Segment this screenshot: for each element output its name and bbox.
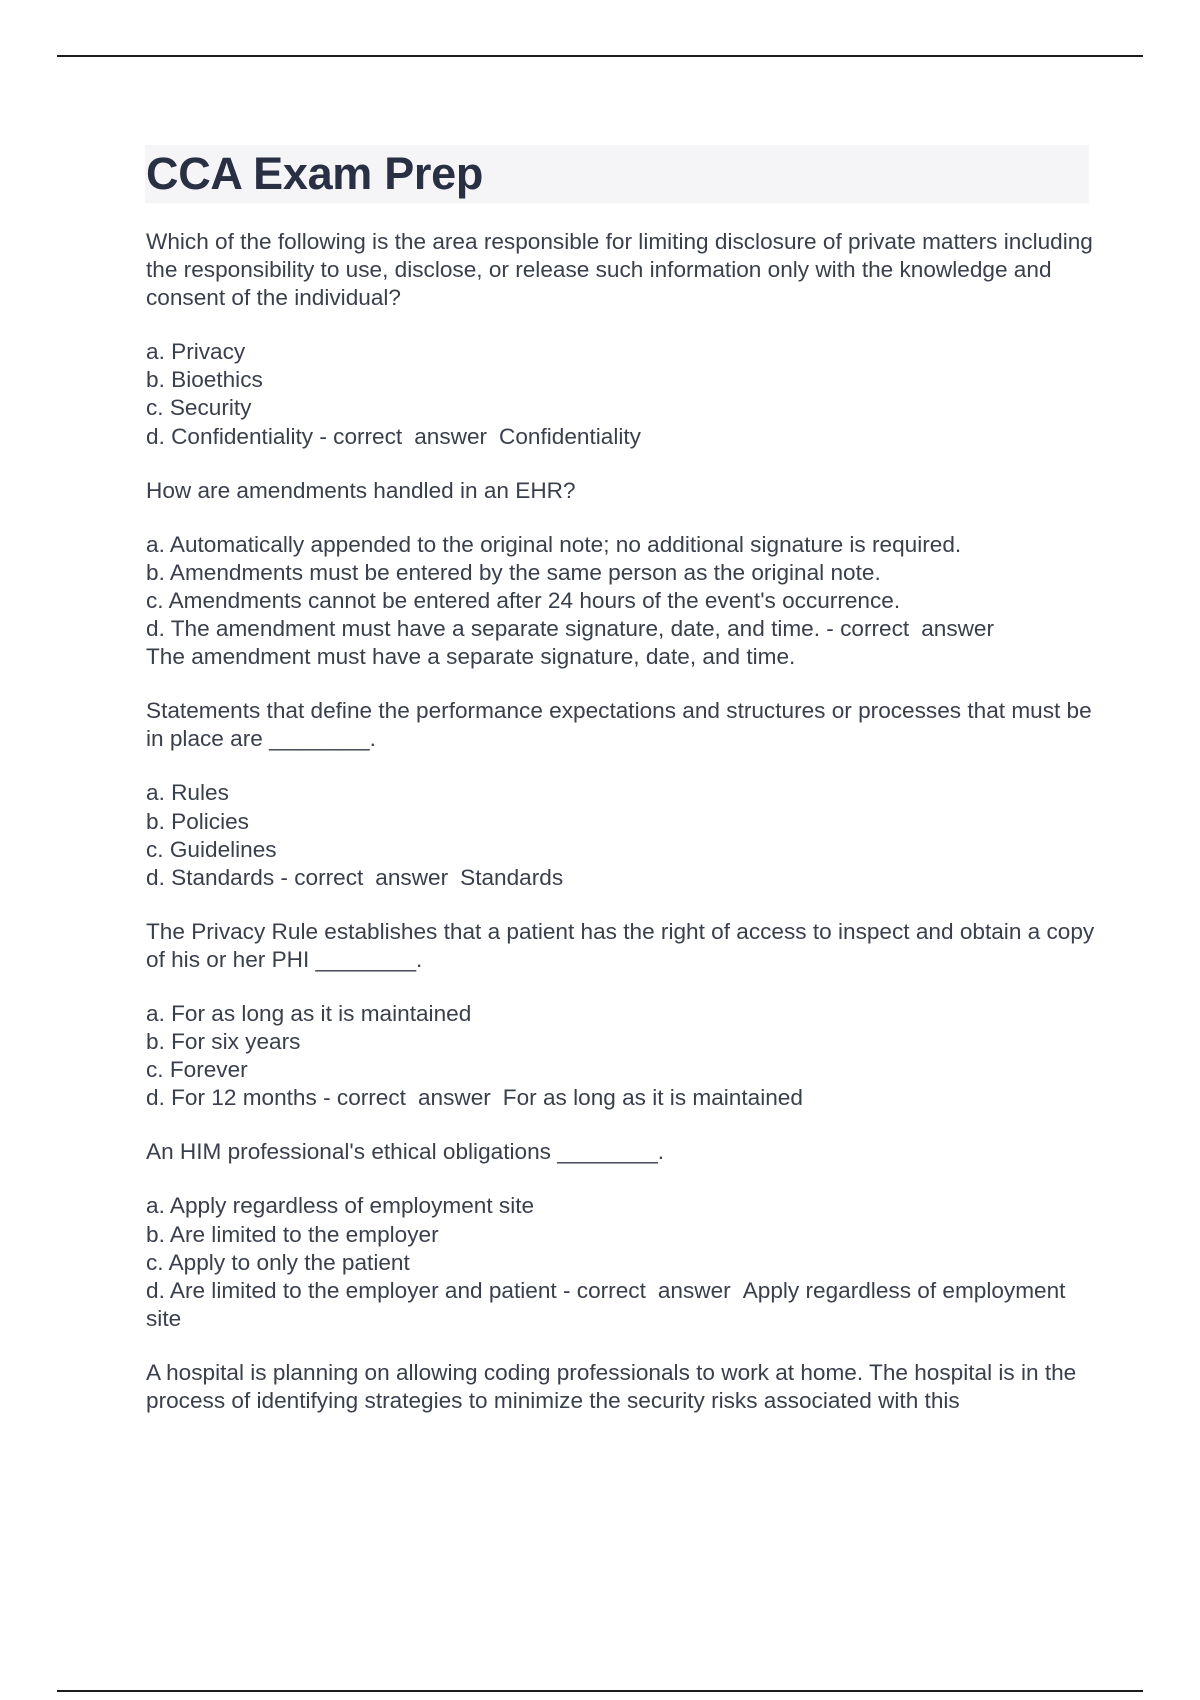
question-3-options xyxy=(146,779,1096,891)
answer-label: answer xyxy=(375,864,449,890)
correct-label: correct xyxy=(294,864,364,890)
option-d: d. Confidentiality xyxy=(146,423,314,449)
option-a: a. Automatically appended to the original note; no additional signature is required. xyxy=(146,531,962,557)
correct-answer: The amendment must have a separate signature, date, and time. xyxy=(146,644,796,670)
correct-answer: Apply regardless of employment site xyxy=(146,1277,1066,1331)
option-b: b. For six years xyxy=(146,1029,301,1055)
option-a: a. For as long as it is maintained xyxy=(146,1000,472,1026)
question-6-prompt: A hospital is planning on allowing coding professionals to work at home. The hospital is in the process of identifying strategies to minimize the security risks associated with this xyxy=(146,1359,1077,1413)
option-a: a. Privacy xyxy=(146,339,246,365)
option-d: d. Standards xyxy=(146,864,275,890)
option-d-with-answer: d. Confidentiality - correct answer Confidentiality xyxy=(146,423,641,449)
answer-label: answer xyxy=(921,616,995,642)
question-3-prompt: Statements that define the performance expectations and structures or processes that must be in place are ________. xyxy=(146,698,1092,752)
document-body xyxy=(146,228,1096,1441)
correct-label: correct xyxy=(576,1277,646,1303)
option-c: c. Security xyxy=(146,395,252,421)
option-c: c. Forever xyxy=(146,1057,248,1083)
option-b: b. Policies xyxy=(146,808,249,834)
footer-rule xyxy=(57,1690,1143,1692)
correct-answer: Confidentiality xyxy=(499,423,641,449)
option-d-with-answer: d. The amendment must have a separate signature, date, and time. - correct answer The amendment must have a separate signature, date, and time. xyxy=(146,616,995,670)
header-rule xyxy=(57,55,1143,57)
option-d: d. Are limited to the employer and patient xyxy=(146,1277,557,1303)
correct-label: correct xyxy=(333,423,403,449)
question-5-prompt: An HIM professional's ethical obligations ________. xyxy=(146,1139,665,1165)
question-2-prompt: How are amendments handled in an EHR? xyxy=(146,477,576,503)
question-4-options xyxy=(146,1000,1096,1112)
correct-answer: Standards xyxy=(460,864,564,890)
answer-label: answer xyxy=(417,1085,491,1111)
option-b: b. Bioethics xyxy=(146,367,263,393)
option-d-with-answer: d. Are limited to the employer and patient - correct answer Apply regardless of employment site xyxy=(146,1277,1066,1331)
option-d-with-answer: d. Standards - correct answer Standards xyxy=(146,864,564,890)
correct-label: correct xyxy=(336,1085,406,1111)
option-a: a. Rules xyxy=(146,780,229,806)
option-d-with-answer: d. For 12 months - correct answer For as long as it is maintained xyxy=(146,1085,803,1111)
answer-label: answer xyxy=(657,1277,731,1303)
option-c: c. Apply to only the patient xyxy=(146,1249,410,1275)
question-2-options xyxy=(146,531,1096,671)
question-1-options xyxy=(146,338,1096,450)
option-a: a. Apply regardless of employment site xyxy=(146,1193,535,1219)
question-1-prompt: Which of the following is the area responsible for limiting disclosure of private matters including the responsibility to use, disclose, or release such information only with the knowledge and consent of the individual? xyxy=(146,229,1093,311)
option-c: c. Guidelines xyxy=(146,836,277,862)
option-d: d. The amendment must have a separate signature, date, and time. xyxy=(146,616,821,642)
option-b: b. Are limited to the employer xyxy=(146,1221,439,1247)
option-c: c. Amendments cannot be entered after 24 hours of the event's occurrence. xyxy=(146,587,901,613)
question-5-options xyxy=(146,1192,1096,1332)
question-4-prompt: The Privacy Rule establishes that a patient has the right of access to inspect and obtain a copy of his or her PHI ________. xyxy=(146,918,1095,972)
page-title: CCA Exam Prep xyxy=(146,148,484,199)
correct-answer: For as long as it is maintained xyxy=(502,1085,803,1111)
option-d: d. For 12 months xyxy=(146,1085,317,1111)
answer-label: answer xyxy=(414,423,488,449)
option-b: b. Amendments must be entered by the same person as the original note. xyxy=(146,559,881,585)
correct-label: correct xyxy=(840,616,910,642)
